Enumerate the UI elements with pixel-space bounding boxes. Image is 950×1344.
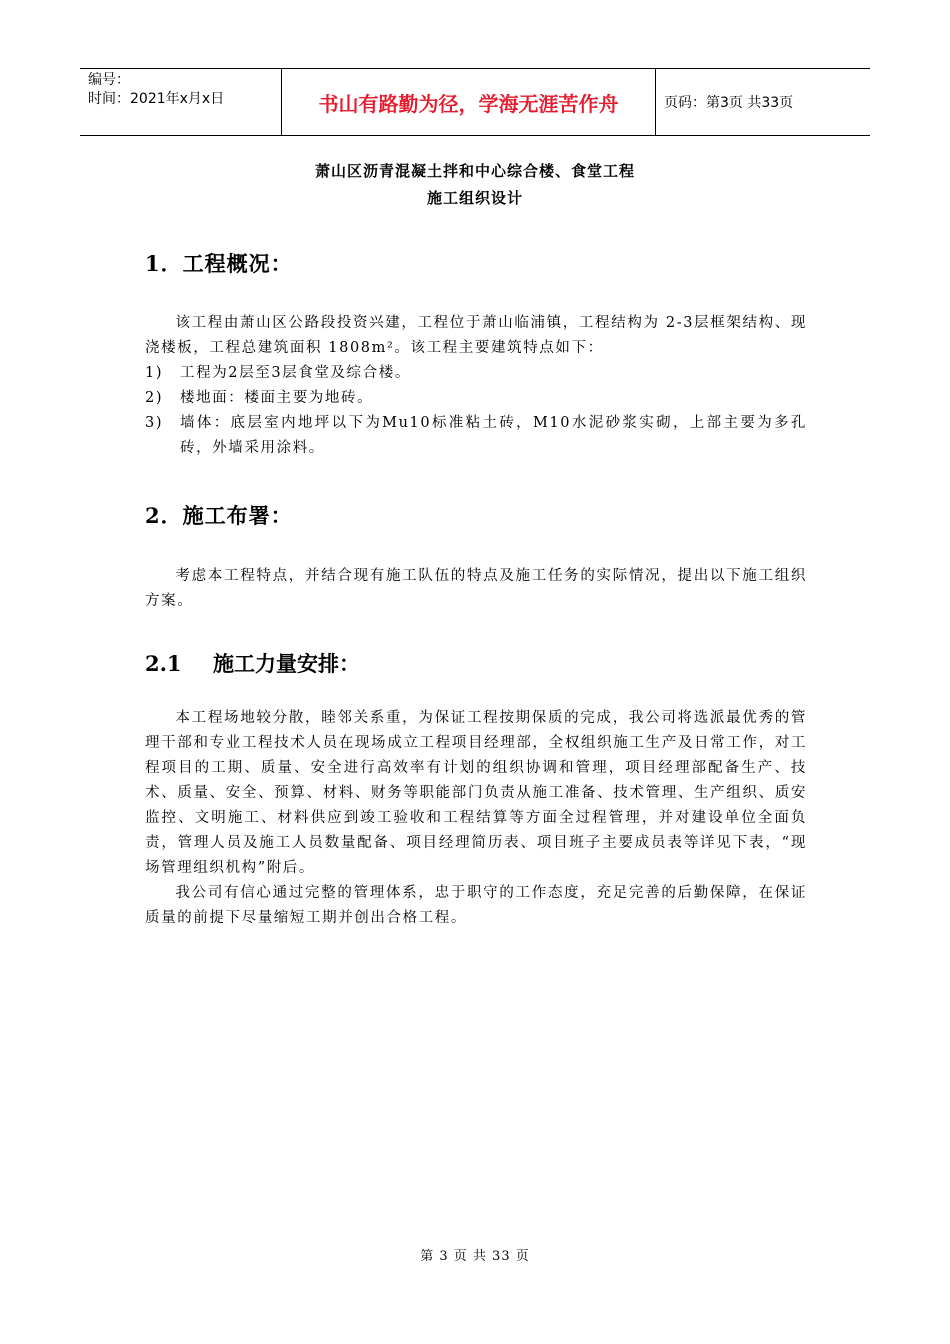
- section2-body: [145, 564, 807, 614]
- section21-paragraph2: 我公司有信心通过完整的管理体系，忠于职守的工作态度，充足完善的后勤保障，在保证质量的前提下尽量缩短工期并创出合格工程。: [145, 885, 807, 926]
- document-title-line1: 萧山区沥青混凝土拌和中心综合楼、食堂工程: [314, 162, 635, 180]
- list-item: [145, 386, 807, 411]
- list-item: [145, 411, 807, 461]
- header-left-cell: [80, 69, 281, 135]
- list-item-number: 1): [145, 365, 164, 381]
- list-item-text: 墙体：底层室内地坪以下为Mu10标准粘土砖，M10水泥砂浆实砌，上部主要为多孔砖，外墙采用涂料。: [180, 415, 807, 456]
- page-footer: 第 3 页 共 33 页: [420, 1249, 530, 1264]
- section21-number: 2.1: [145, 651, 182, 676]
- time-label: 时间：2021年x月x日: [88, 91, 225, 107]
- document-title-line2: 施工组织设计: [426, 189, 523, 207]
- list-item-number: 3): [145, 415, 164, 431]
- list-item-text: 楼地面：楼面主要为地砖。: [180, 390, 374, 406]
- header-motto-cell: [281, 69, 656, 135]
- code-label: 编号：: [88, 72, 130, 88]
- list-item-text: 工程为2层至3层食堂及综合楼。: [180, 365, 411, 381]
- section1-intro: 该工程由萧山区公路段投资兴建，工程位于萧山临浦镇，工程结构为 2-3层框架结构、现浇楼板，工程总建筑面积 1808m²。该工程主要建筑特点如下：: [145, 315, 807, 356]
- section2-heading: 2．施工布署：: [145, 503, 293, 528]
- section21-title: 施工力量安排：: [213, 651, 360, 676]
- page-header: [80, 68, 870, 136]
- section21-body: [145, 706, 807, 931]
- section1-body: [145, 311, 807, 461]
- section21-heading: [145, 648, 360, 678]
- motto-text: 书山有路勤为径，学海无涯苦作舟: [318, 91, 619, 116]
- list-item: [145, 361, 807, 386]
- section1-heading: 1．工程概况：: [145, 251, 293, 276]
- page-number-label: 页码：第3页 共33页: [664, 95, 794, 111]
- section21-paragraph1: 本工程场地较分散，睦邻关系重，为保证工程按期保质的完成，我公司将选派最优秀的管理干部和专业工程技术人员在现场成立工程项目经理部，全权组织施工生产及日常工作，对工程项目的工期、质量、安全进行高效率有计划的组织协调和管理，项目经理部配备生产、技术、质量、安全、预算、材料、财务等职能部门负责从施工准备、技术管理、生产组织、质安监控、文明施工、材料供应到竣工验收和工程结算等方面全过程管理，并对建设单位全面负责，管理人员及施工人员数量配备、项目经理简历表、项目班子主要成员表等详见下表，“现场管理组织机构”附后。: [145, 710, 807, 876]
- header-page-cell: [656, 69, 870, 135]
- list-item-number: 2): [145, 390, 164, 406]
- section2-intro: 考虑本工程特点，并结合现有施工队伍的特点及施工任务的实际情况，提出以下施工组织方案。: [145, 568, 807, 609]
